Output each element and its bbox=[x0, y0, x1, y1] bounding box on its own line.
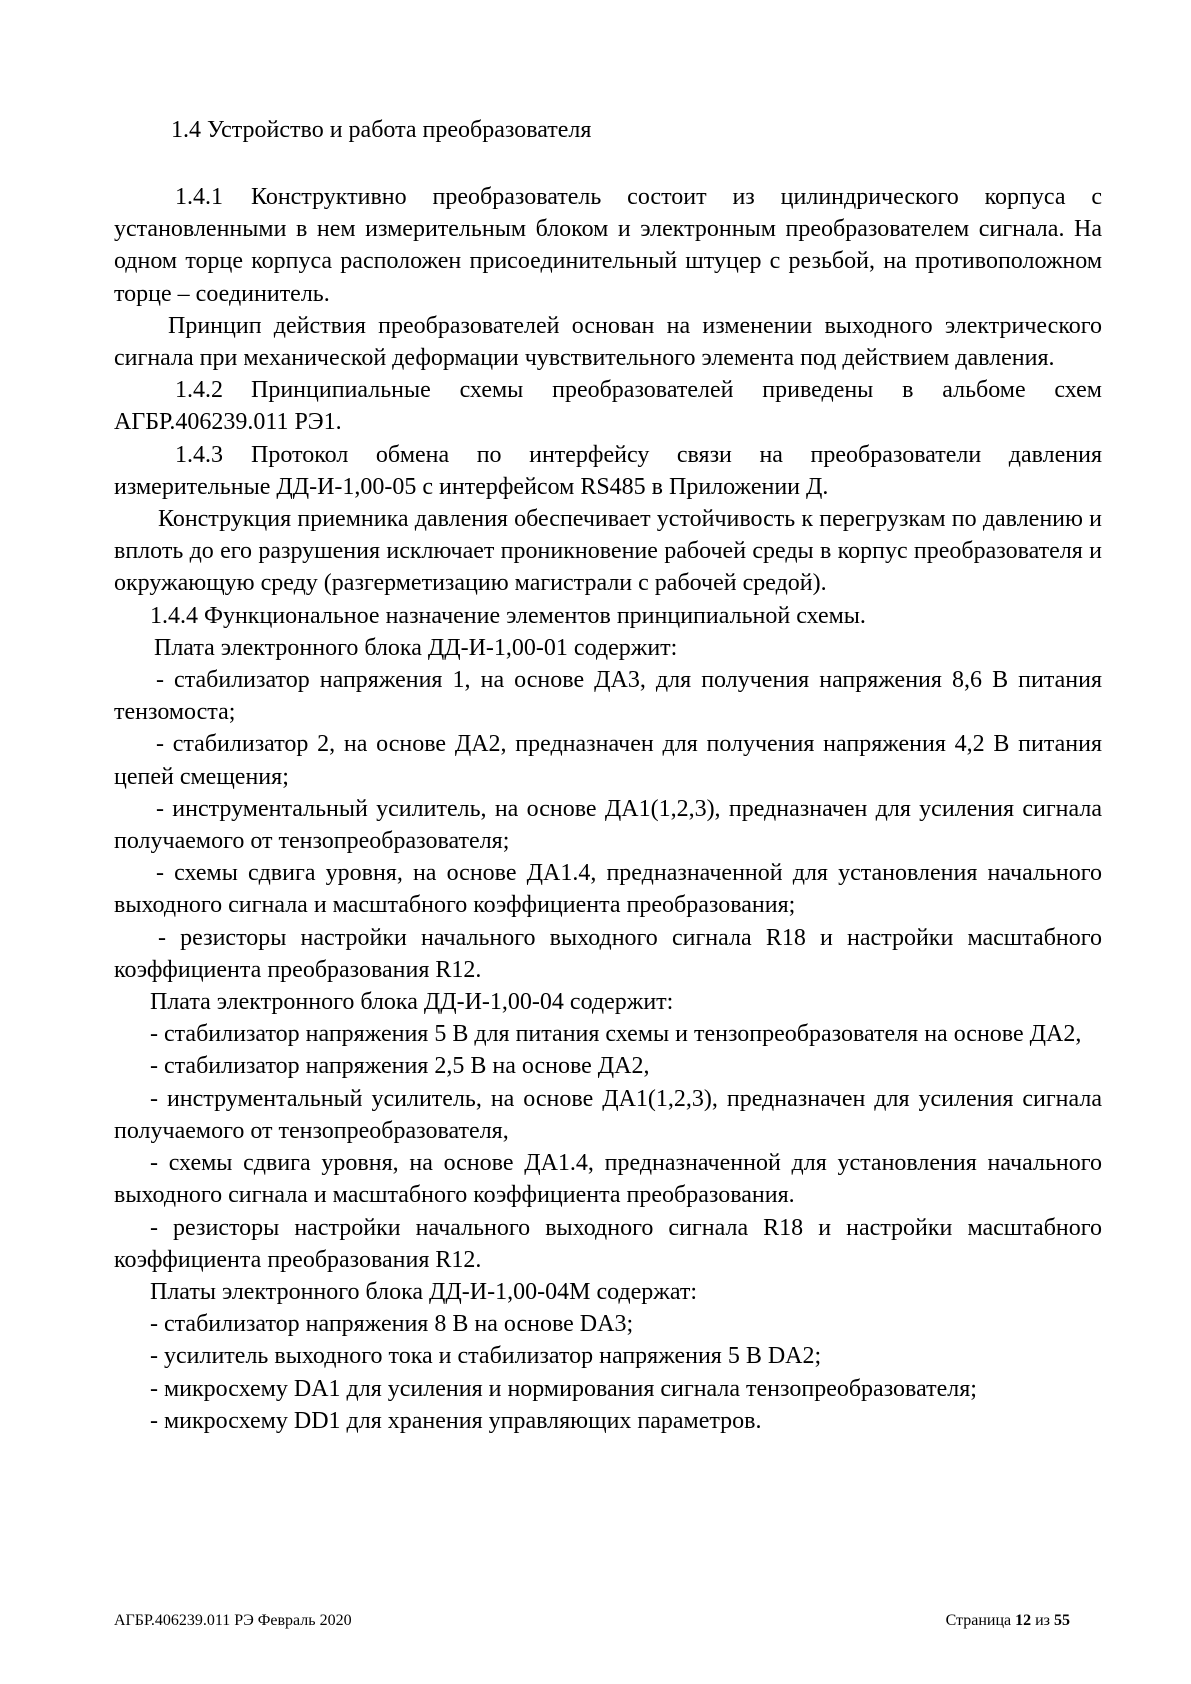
clause-number-1-4-2: 1.4.2 bbox=[175, 377, 223, 404]
board-01-item: - резисторы настройки начального выходного сигнала R18 и настройки масштабного коэффициента преобразования R12. bbox=[114, 924, 1102, 983]
board-01-item: - инструментальный усилитель, на основе ДА1(1,2,3), предназначен для усиления сигнала получаемого от тензопреобразователя; bbox=[114, 795, 1102, 855]
paragraph-1-4-2 bbox=[114, 374, 1102, 438]
board-01-item: - схемы сдвига уровня, на основе ДА1.4, предназначенной для установления начального выходного сигнала и масштабного коэффициента преобразования; bbox=[114, 860, 1102, 919]
clause-text-1-4-3: Протокол обмена по интерфейсу связи на преобразователи давления измерительные ДД-И-1,00-05 с интерфейсом RS485 в Приложении Д. bbox=[114, 441, 1102, 500]
board-04m-item: - микросхему DD1 для хранения управляющих параметров. bbox=[150, 1407, 762, 1434]
paragraph-1-4-4: 1.4.4 Функциональное назначение элементов принципиальной схемы. bbox=[150, 602, 866, 629]
clause-number-1-4-3: 1.4.3 bbox=[175, 441, 223, 468]
board-01-heading: Плата электронного блока ДД-И-1,00-01 содержит: bbox=[154, 634, 678, 661]
board-01-item: - стабилизатор напряжения 1, на основе ДА3, для получения напряжения 8,6 В питания тензомоста; bbox=[114, 667, 1102, 726]
board-04-heading: Плата электронного блока ДД-И-1,00-04 содержит: bbox=[150, 989, 674, 1016]
page-total: 55 bbox=[1054, 1612, 1070, 1629]
clause-text-1-4-2: Принципиальные схемы преобразователей приведены в альбоме схем АГБР.406239.011 РЭ1. bbox=[114, 377, 1102, 436]
footer-document-code: АГБР.406239.011 РЭ Февраль 2020 bbox=[114, 1612, 352, 1629]
page-current: 12 bbox=[1015, 1612, 1032, 1629]
board-01-item: - стабилизатор 2, на основе ДА2, предназначен для получения напряжения 4,2 В питания цепей смещения; bbox=[114, 731, 1102, 790]
board-04m-item: - усилитель выходного тока и стабилизатор напряжения 5 В DA2; bbox=[150, 1343, 822, 1370]
board-04m-heading: Платы электронного блока ДД-И-1,00-04М содержат: bbox=[150, 1278, 698, 1305]
paragraph-1-4-1 bbox=[114, 181, 1102, 310]
clause-number-1-4-1: 1.4.1 bbox=[175, 184, 223, 210]
board-04m-item: - микросхему DA1 для усиления и нормирования сигнала тензопреобразователя; bbox=[150, 1375, 977, 1402]
page-number bbox=[946, 1611, 1070, 1631]
paragraph-design: Конструкция приемника давления обеспечивает устойчивость к перегрузкам по давлению и вплоть до его разрушения исключает проникновение рабочей среды в корпус преобразователя и окружающую среду (разгерметизацию магистрали с рабочей средой). bbox=[114, 506, 1102, 597]
board-04-item: - стабилизатор напряжения 2,5 В на основе ДА2, bbox=[150, 1053, 650, 1080]
board-04m-item: - стабилизатор напряжения 8 В на основе DA3; bbox=[150, 1311, 634, 1338]
clause-text-1-4-1: Конструктивно преобразователь состоит из цилиндрического корпуса с установленными в нем измерительным блоком и электронным преобразователем сигнала. На одном торце корпуса расположен присоединительный штуцер с резьбой, на противоположном торце – соединитель. bbox=[114, 184, 1102, 307]
page-word: Страница bbox=[945, 1612, 1012, 1629]
section-title: 1.4 Устройство и работа преобразователя bbox=[171, 117, 592, 143]
paragraph-principle: Принцип действия преобразователей основан на изменении выходного электрического сигнала при механической деформации чувствительного элемента под действием давления. bbox=[114, 312, 1102, 372]
board-04-item: - инструментальный усилитель, на основе ДА1(1,2,3), предназначен для усиления сигнала получаемого от тензопреобразователя, bbox=[114, 1085, 1102, 1144]
board-04-item: - схемы сдвига уровня, на основе ДА1.4, предназначенной для установления начального выходного сигнала и масштабного коэффициента преобразования. bbox=[114, 1150, 1102, 1209]
board-04-item: - стабилизатор напряжения 5 В для питания схемы и тензопреобразователя на основе ДА2, bbox=[150, 1021, 1082, 1048]
paragraph-1-4-3 bbox=[114, 439, 1102, 503]
board-04-item: - резисторы настройки начального выходного сигнала R18 и настройки масштабного коэффициента преобразования R12. bbox=[114, 1214, 1102, 1273]
page-of-word: из bbox=[1035, 1612, 1050, 1629]
document-body bbox=[114, 181, 1102, 1437]
